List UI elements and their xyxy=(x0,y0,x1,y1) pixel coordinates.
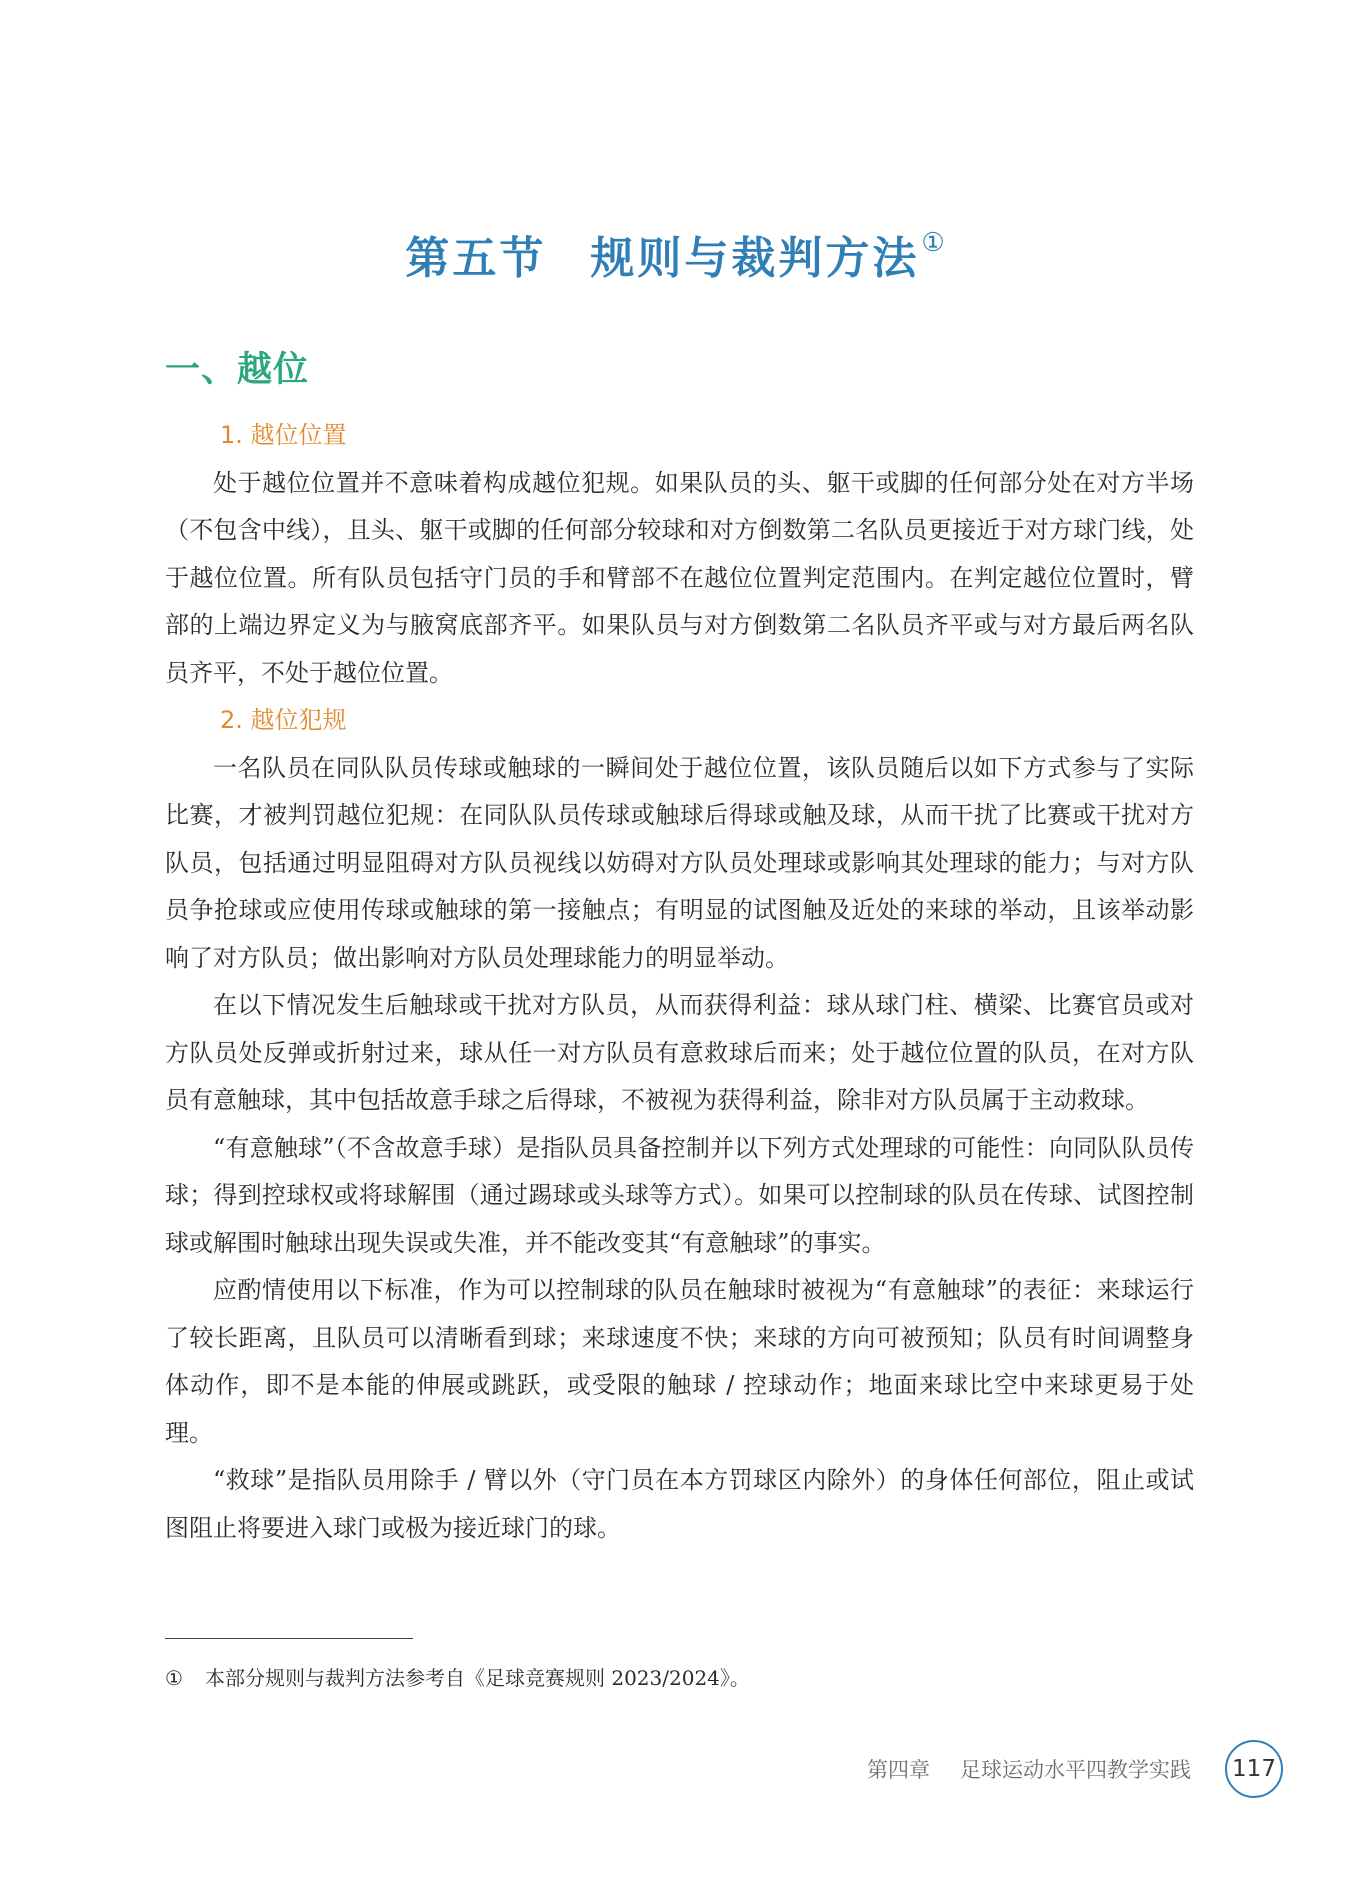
section-number: 第五节 xyxy=(405,233,547,284)
paragraph: 在以下情况发生后触球或干扰对方队员，从而获得利益：球从球门柱、横梁、比赛官员或对方队员处反弹或折射过来，球从任一对方队员有意救球后而来；处于越位位置的队员，在对方队员有意触球，其中包括故意手球之后得球，不被视为获得利益，除非对方队员属于主动救球。 xyxy=(165,991,1194,1114)
footnote xyxy=(165,1662,750,1691)
subheading-offside-position: 1. 越位位置 xyxy=(220,421,347,449)
footnote-divider xyxy=(165,1638,413,1639)
footnote-text: 本部分规则与裁判方法参考自《足球竞赛规则 2023/2024》。 xyxy=(205,1666,750,1690)
section-name: 规则与裁判方法 xyxy=(590,233,920,284)
section-title xyxy=(0,222,1353,286)
paragraph: 一名队员在同队队员传球或触球的一瞬间处于越位位置，该队员随后以如下方式参与了实际比赛，才被判罚越位犯规：在同队队员传球或触球后得球或触及球，从而干扰了比赛或干扰对方队员，包括通过明显阻碍对方队员视线以妨碍对方队员处理球或影响其处理球的能力；与对方队员争抢球或应使用传球或触球的第一接触点；有明显的试图触及近处的来球的举动，且该举动影响了对方队员；做出影响对方队员处理球能力的明显举动。 xyxy=(165,753,1194,972)
chapter-title: 足球运动水平四教学实践 xyxy=(960,1758,1191,1782)
footnote-reference[interactable]: ① xyxy=(921,228,948,258)
paragraph: 应酌情使用以下标准，作为可以控制球的队员在触球时被视为“有意触球”的表征：来球运行了较长距离，且队员可以清晰看到球；来球速度不快；来球的方向可被预知；队员有时间调整身体动作，即不是本能的伸展或跳跃，或受限的触球 / 控球动作；地面来球比空中来球更易于处理。 xyxy=(165,1276,1194,1447)
footnote-mark: ① xyxy=(165,1666,183,1690)
paragraph: “救球”是指队员用除手 / 臂以外（守门员在本方罚球区内除外）的身体任何部位，阻止或试图阻止将要进入球门或极为接近球门的球。 xyxy=(165,1466,1194,1542)
subheading-offside-offence: 2. 越位犯规 xyxy=(220,706,347,734)
chapter-label: 第四章 xyxy=(867,1758,930,1782)
page-number: 117 xyxy=(1225,1740,1283,1798)
heading-offside: 一、越位 xyxy=(165,350,310,390)
running-header xyxy=(867,1754,1191,1784)
body-text xyxy=(165,412,1194,1552)
paragraph: 处于越位位置并不意味着构成越位犯规。如果队员的头、躯干或脚的任何部分处在对方半场（不包含中线），且头、躯干或脚的任何部分较球和对方倒数第二名队员更接近于对方球门线，处于越位位置。所有队员包括守门员的手和臂部不在越位位置判定范围内。在判定越位位置时，臂部的上端边界定义为与腋窝底部齐平。如果队员与对方倒数第二名队员齐平或与对方最后两名队员齐平，不处于越位位置。 xyxy=(165,468,1194,687)
paragraph: “有意触球”（不含故意手球）是指队员具备控制并以下列方式处理球的可能性：向同队队员传球；得到控球权或将球解围（通过踢球或头球等方式）。如果可以控制球的队员在传球、试图控制球或解围时触球出现失误或失准，并不能改变其“有意触球”的事实。 xyxy=(165,1133,1194,1257)
